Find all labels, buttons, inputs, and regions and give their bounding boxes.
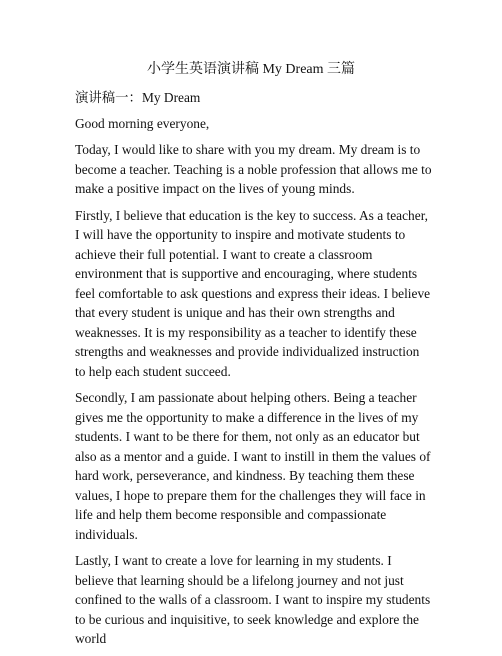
paragraph-firstly: Firstly, I believe that education is the key to success. As a teacher, I will have the opportunity to inspire and motivate students to achieve their full potential. I want to create a classroom environment that is supportive and encouraging, where students feel comfortable to ask questions and express their ideas. I believe that every student is unique and has their own strengths and weaknesses. It is my responsibility as a teacher to identify these strengths and weaknesses and provide individualized instruction to help each student succeed.: [75, 207, 431, 379]
document-body: [75, 88, 433, 656]
paragraph-secondly: Secondly, I am passionate about helping others. Being a teacher gives me the opportunity to make a difference in the lives of my students. I want to be there for them, not only as an educator but also as a mentor and a guide. I want to instill in them the values of hard work, perseverance, and kindness. By teaching them these values, I hope to prepare them for the challenges they will face in life and help them become responsible and compassionate individuals.: [75, 390, 431, 542]
section-title: 演讲稿一：My Dream: [75, 90, 201, 105]
paragraph-intro: Today, I would like to share with you my dream. My dream is to become a teacher. Teaching is a noble profession that allows me to make a positive impact on the lives of young minds.: [75, 142, 432, 196]
paragraph-lastly: Lastly, I want to create a love for learning in my students. I believe that learning should be a lifelong journey and not just confined to the walls of a classroom. I want to inspire my students to be curious and inquisitive, to seek knowledge and explore the world: [75, 553, 431, 646]
document-title: 小学生英语演讲稿 My Dream 三篇: [146, 62, 356, 77]
paragraph-greeting: Good morning everyone,: [75, 115, 210, 131]
